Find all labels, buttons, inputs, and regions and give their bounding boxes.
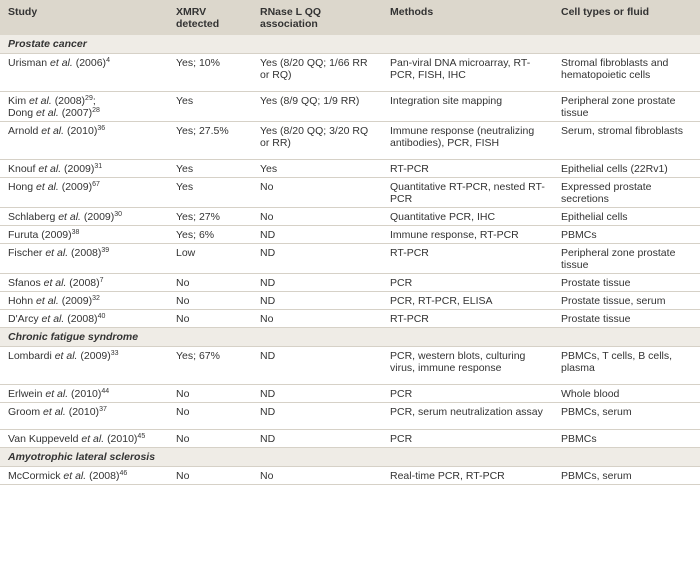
study-cell — [0, 274, 168, 292]
et-al: et al. — [45, 247, 69, 259]
study-cell — [0, 54, 168, 92]
et-al: et al. — [43, 277, 67, 289]
xmrv-cell: No — [168, 292, 252, 310]
table-row — [0, 208, 700, 226]
methods-cell: RT-PCR — [382, 160, 553, 178]
et-al: et al. — [36, 181, 59, 193]
study-citation: Kim et al. $(2008)^{29}$; — [8, 95, 96, 107]
cell-types-cell: PBMCs — [553, 226, 700, 244]
header-xmrv-detected: XMRV detected — [168, 0, 252, 35]
study-citation: Furuta $(2009)^{38}$ — [8, 229, 80, 241]
methods-cell: RT-PCR — [382, 244, 553, 274]
methods-cell: PCR — [382, 274, 553, 292]
methods-cell: Immune response (neutralizing antibodies), PCR, FISH — [382, 122, 553, 160]
study-citation: Knouf et al. $(2009)^{31}$ — [8, 163, 103, 175]
study-citation: Groom et al. $(2010)^{37}$ — [8, 406, 107, 418]
cell-types-cell: Expressed prostate secretions — [553, 178, 700, 208]
reference-number: 39 — [101, 247, 110, 254]
reference-number: 37 — [99, 406, 107, 413]
reference-number: 33 — [110, 350, 119, 357]
methods-cell: Pan-viral DNA microarray, RT-PCR, FISH, IHC — [382, 54, 553, 92]
rnase-cell: Yes — [252, 160, 382, 178]
rnase-cell: Yes (8/20 QQ; 1/66 RR or RQ) — [252, 54, 382, 92]
header-rnase-association: RNase L QQ association — [252, 0, 382, 35]
rnase-cell: ND — [252, 347, 382, 385]
xmrv-cell: Low — [168, 244, 252, 274]
table-row — [0, 160, 700, 178]
rnase-cell: ND — [252, 274, 382, 292]
cell-types-cell: Serum, stromal fibroblasts — [553, 122, 700, 160]
et-al: et al. — [41, 313, 65, 325]
section-row — [0, 35, 700, 54]
section-row — [0, 328, 700, 347]
reference-number: 7 — [99, 277, 104, 284]
xmrv-cell: Yes — [168, 92, 252, 122]
methods-cell: PCR, RT-PCR, ELISA — [382, 292, 553, 310]
et-al: et al. — [36, 295, 59, 307]
rnase-cell: ND — [252, 226, 382, 244]
study-cell — [0, 92, 168, 122]
study-cell — [0, 310, 168, 328]
methods-cell: RT-PCR — [382, 310, 553, 328]
section-row — [0, 448, 700, 467]
cell-types-cell: PBMCs, serum — [553, 467, 700, 485]
reference-number: 28 — [92, 107, 100, 114]
reference-number: 44 — [101, 388, 110, 395]
reference-number: 30 — [114, 211, 123, 218]
methods-cell: Immune response, RT-PCR — [382, 226, 553, 244]
rnase-cell: No — [252, 208, 382, 226]
xmrv-cell: Yes; 10% — [168, 54, 252, 92]
header-cell-types: Cell types or fluid — [553, 0, 700, 35]
et-al: et al. — [45, 388, 69, 400]
section-title: Amyotrophic lateral sclerosis — [0, 448, 700, 467]
reference-number: 40 — [97, 313, 106, 320]
study-citation: Dong et al. $(2007)^{28}$ — [8, 107, 100, 119]
rnase-cell: Yes (8/20 QQ; 3/20 RQ or RR) — [252, 122, 382, 160]
xmrv-cell: Yes; 27.5% — [168, 122, 252, 160]
cell-types-cell: Epithelial cells — [553, 208, 700, 226]
study-citation: Erlwein et al. $(2010)^{44}$ — [8, 388, 110, 400]
et-al: et al. — [81, 433, 105, 445]
methods-cell: PCR, serum neutralization assay — [382, 403, 553, 430]
study-citation: Lombardi et al. $(2009)^{33}$ — [8, 350, 119, 362]
study-citation: Hohn et al. $(2009)^{32}$ — [8, 295, 100, 307]
rnase-cell: ND — [252, 385, 382, 403]
methods-cell: PCR — [382, 430, 553, 448]
reference-number: 36 — [97, 125, 106, 132]
et-al: et al. — [58, 211, 81, 223]
methods-cell: PCR, western blots, culturing virus, immune response — [382, 347, 553, 385]
section-title: Prostate cancer — [0, 35, 700, 54]
cell-types-cell: Prostate tissue — [553, 310, 700, 328]
xmrv-cell: Yes; 6% — [168, 226, 252, 244]
cell-types-cell: Epithelial cells (22Rv1) — [553, 160, 700, 178]
section-title: Chronic fatigue syndrome — [0, 328, 700, 347]
study-citation: Fischer et al. $(2008)^{39}$ — [8, 247, 110, 259]
table-body — [0, 35, 700, 485]
cell-types-cell: Peripheral zone prostate tissue — [553, 244, 700, 274]
cell-types-cell: Stromal fibroblasts and hematopoietic cells — [553, 54, 700, 92]
et-al: et al. — [50, 57, 73, 69]
cell-types-cell: Prostate tissue — [553, 274, 700, 292]
et-al: et al. — [41, 125, 65, 137]
study-citation: Hong et al. $(2009)^{67}$ — [8, 181, 100, 193]
study-cell — [0, 467, 168, 485]
rnase-cell: ND — [252, 244, 382, 274]
table-row — [0, 226, 700, 244]
methods-cell: Quantitative PCR, IHC — [382, 208, 553, 226]
table-row — [0, 122, 700, 160]
reference-number: 38 — [71, 229, 80, 236]
xmrv-cell: No — [168, 310, 252, 328]
et-al: et al. — [63, 470, 87, 482]
study-cell — [0, 430, 168, 448]
xmrv-cell: Yes; 27% — [168, 208, 252, 226]
cell-types-cell: Prostate tissue, serum — [553, 292, 700, 310]
reference-number: 45 — [137, 433, 146, 440]
table-header — [0, 0, 700, 35]
xmrv-cell: Yes — [168, 160, 252, 178]
xmrv-cell: No — [168, 467, 252, 485]
xmrv-cell: No — [168, 403, 252, 430]
xmrv-cell: Yes; 67% — [168, 347, 252, 385]
study-cell — [0, 292, 168, 310]
study-cell — [0, 122, 168, 160]
header-methods: Methods — [382, 0, 553, 35]
reference-number: 4 — [106, 57, 110, 64]
table-row — [0, 292, 700, 310]
table-row — [0, 274, 700, 292]
study-cell — [0, 178, 168, 208]
table-row — [0, 310, 700, 328]
et-al: et al. — [43, 406, 66, 418]
reference-number: 31 — [94, 163, 103, 170]
header-study: Study — [0, 0, 168, 35]
table-row — [0, 54, 700, 92]
cell-types-cell: PBMCs, serum — [553, 403, 700, 430]
study-cell — [0, 244, 168, 274]
table-row — [0, 244, 700, 274]
cell-types-cell: PBMCs, T cells, B cells, plasma — [553, 347, 700, 385]
table-row — [0, 385, 700, 403]
rnase-cell: ND — [252, 403, 382, 430]
cell-types-cell: Whole blood — [553, 385, 700, 403]
et-al: et al. — [36, 107, 59, 119]
study-citation: Van Kuppeveld et al. $(2010)^{45}$ — [8, 433, 146, 445]
table-row — [0, 430, 700, 448]
table-row — [0, 467, 700, 485]
et-al: et al. — [38, 163, 62, 175]
methods-cell: Integration site mapping — [382, 92, 553, 122]
methods-cell: Real-time PCR, RT-PCR — [382, 467, 553, 485]
reference-number: 67 — [92, 181, 100, 188]
study-cell — [0, 226, 168, 244]
cell-types-cell: Peripheral zone prostate tissue — [553, 92, 700, 122]
rnase-cell: No — [252, 310, 382, 328]
rnase-cell: ND — [252, 430, 382, 448]
rnase-cell: No — [252, 178, 382, 208]
table-row — [0, 92, 700, 122]
study-citation: Urisman et al. $(2006)^4$ — [8, 57, 110, 69]
et-al: et al. — [29, 95, 52, 107]
study-cell — [0, 160, 168, 178]
table-row — [0, 347, 700, 385]
study-cell — [0, 347, 168, 385]
methods-cell: Quantitative RT-PCR, nested RT-PCR — [382, 178, 553, 208]
study-citation: Schlaberg et al. $(2009)^{30}$ — [8, 211, 123, 223]
reference-number: 32 — [92, 295, 100, 302]
cell-types-cell: PBMCs — [553, 430, 700, 448]
methods-cell: PCR — [382, 385, 553, 403]
study-cell — [0, 385, 168, 403]
xmrv-cell: No — [168, 385, 252, 403]
study-citation: Arnold et al. $(2010)^{36}$ — [8, 125, 106, 137]
rnase-cell: ND — [252, 292, 382, 310]
et-al: et al. — [54, 350, 78, 362]
study-citation: D'Arcy et al. $(2008)^{40}$ — [8, 313, 106, 325]
xmrv-cell: No — [168, 430, 252, 448]
study-citation: McCormick et al. $(2008)^{46}$ — [8, 470, 128, 482]
rnase-cell: No — [252, 467, 382, 485]
table-row — [0, 178, 700, 208]
study-cell — [0, 403, 168, 430]
table-row — [0, 403, 700, 430]
reference-number: 29 — [85, 95, 93, 102]
study-citation: Sfanos et al. $(2008)^7$ — [8, 277, 104, 289]
xmrv-cell: No — [168, 274, 252, 292]
xmrv-cell: Yes — [168, 178, 252, 208]
rnase-cell: Yes (8/9 QQ; 1/9 RR) — [252, 92, 382, 122]
study-cell — [0, 208, 168, 226]
reference-number: 46 — [119, 470, 128, 477]
